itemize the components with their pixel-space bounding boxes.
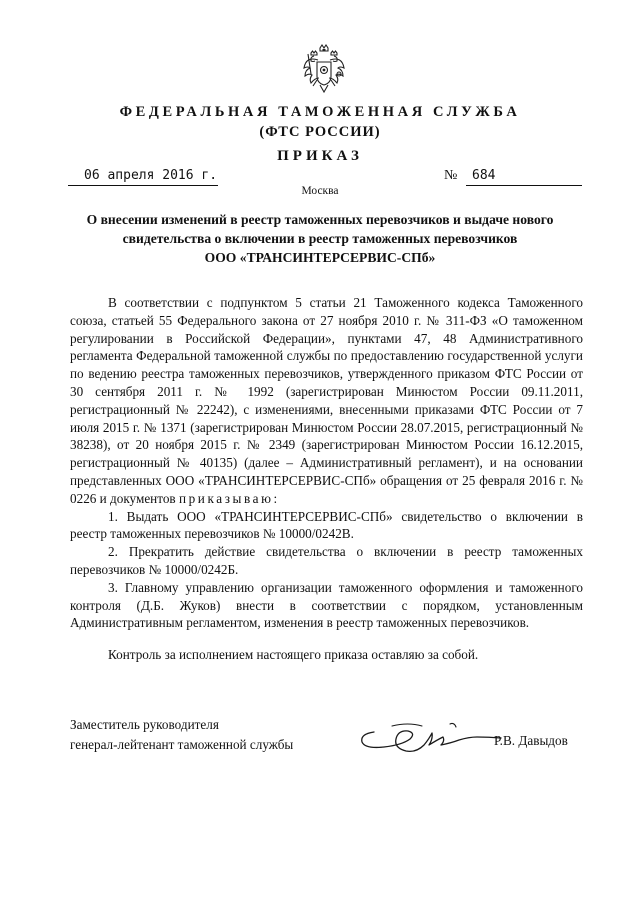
title-line-1: О внесении изменений в реестр таможенных перевозчиков и выдаче нового — [86, 212, 554, 227]
intro-paragraph — [70, 294, 583, 508]
control-paragraph: Контроль за исполнением настоящего приказа оставляю за собой. — [108, 647, 479, 663]
document-title — [60, 210, 580, 267]
city: Москва — [301, 185, 339, 197]
order-number-field — [466, 168, 582, 186]
intro-text: В соответствии с подпунктом 5 статьи 21 Таможенного кодекса Таможенного союза, статьей 55 Федерального закона от 27 ноября 2010 г. № 311-ФЗ «О таможенном регулировании в Российской Федерации», пунктами 47, 48 Административного регламента Федеральной таможенной службы по предоставлению государственной услуги по ведению реестра таможенных перевозчиков, утвержденного приказом ФТС России от 30 сентября 2011 г. № 1992 (зарегистрирован Минюстом России 09.11.2011, регистрационный № 22242), с изменениями, внесенными приказами ФТС России от 7 июля 2015 г. № 1371 (зарегистрирован Минюстом России 28.07.2015, регистрационный № 38238), от 20 ноября 2015 г. № 2349 (зарегистрирован Минюстом России 16.12.2015, регистрационный № 40135) (далее – Административный регламент), и на основании представленных ООО «ТРАНСИНТЕРСЕРВИС-СПб» обращения от 25 февраля 2016 г. № 0226 и документов — [70, 295, 583, 506]
order-number: 684 — [472, 168, 496, 183]
agency-short-name: (ФТС РОССИИ) — [259, 124, 381, 140]
agency-name: ФЕДЕРАЛЬНАЯ ТАМОЖЕННАЯ СЛУЖБА — [119, 104, 521, 120]
order-date-field — [68, 168, 218, 186]
handwritten-signature-icon — [352, 718, 504, 758]
signer-name: Р.В. Давыдов — [494, 733, 568, 748]
double-headed-eagle-emblem-icon — [302, 44, 346, 96]
order-item-2: 2. Прекратить действие свидетельства о включении в реестр таможенных перевозчиков № 10000/0242Б. — [70, 544, 583, 577]
document-body — [70, 294, 583, 664]
number-sign: № — [444, 168, 458, 183]
title-line-2: свидетельства о включении в реестр таможенных перевозчиков — [122, 231, 518, 246]
order-date: 06 апреля 2016 г. — [84, 168, 218, 183]
title-line-3: ООО «ТРАНСИНТЕРСЕРВИС-СПб» — [204, 250, 436, 265]
document-type: ПРИКАЗ — [277, 148, 363, 164]
signer-position-line-1: Заместитель руководителя — [70, 717, 219, 732]
order-item-3: 3. Главному управлению организации таможенного оформления и таможенного контроля (Д.Б. Жуков) внести в соответствии с порядком, установленным Административным регламентом, изменения в реестр таможенных перевозчиков. — [70, 579, 583, 631]
order-item-1: 1. Выдать ООО «ТРАНСИНТЕРСЕРВИС-СПб» свидетельство о включении в реестр таможенных перевозчиков № 10000/0242В. — [70, 508, 583, 542]
signer-position — [70, 715, 293, 755]
order-word: приказываю: — [178, 490, 280, 506]
signer-position-line-2: генерал-лейтенант таможенной службы — [70, 737, 294, 752]
